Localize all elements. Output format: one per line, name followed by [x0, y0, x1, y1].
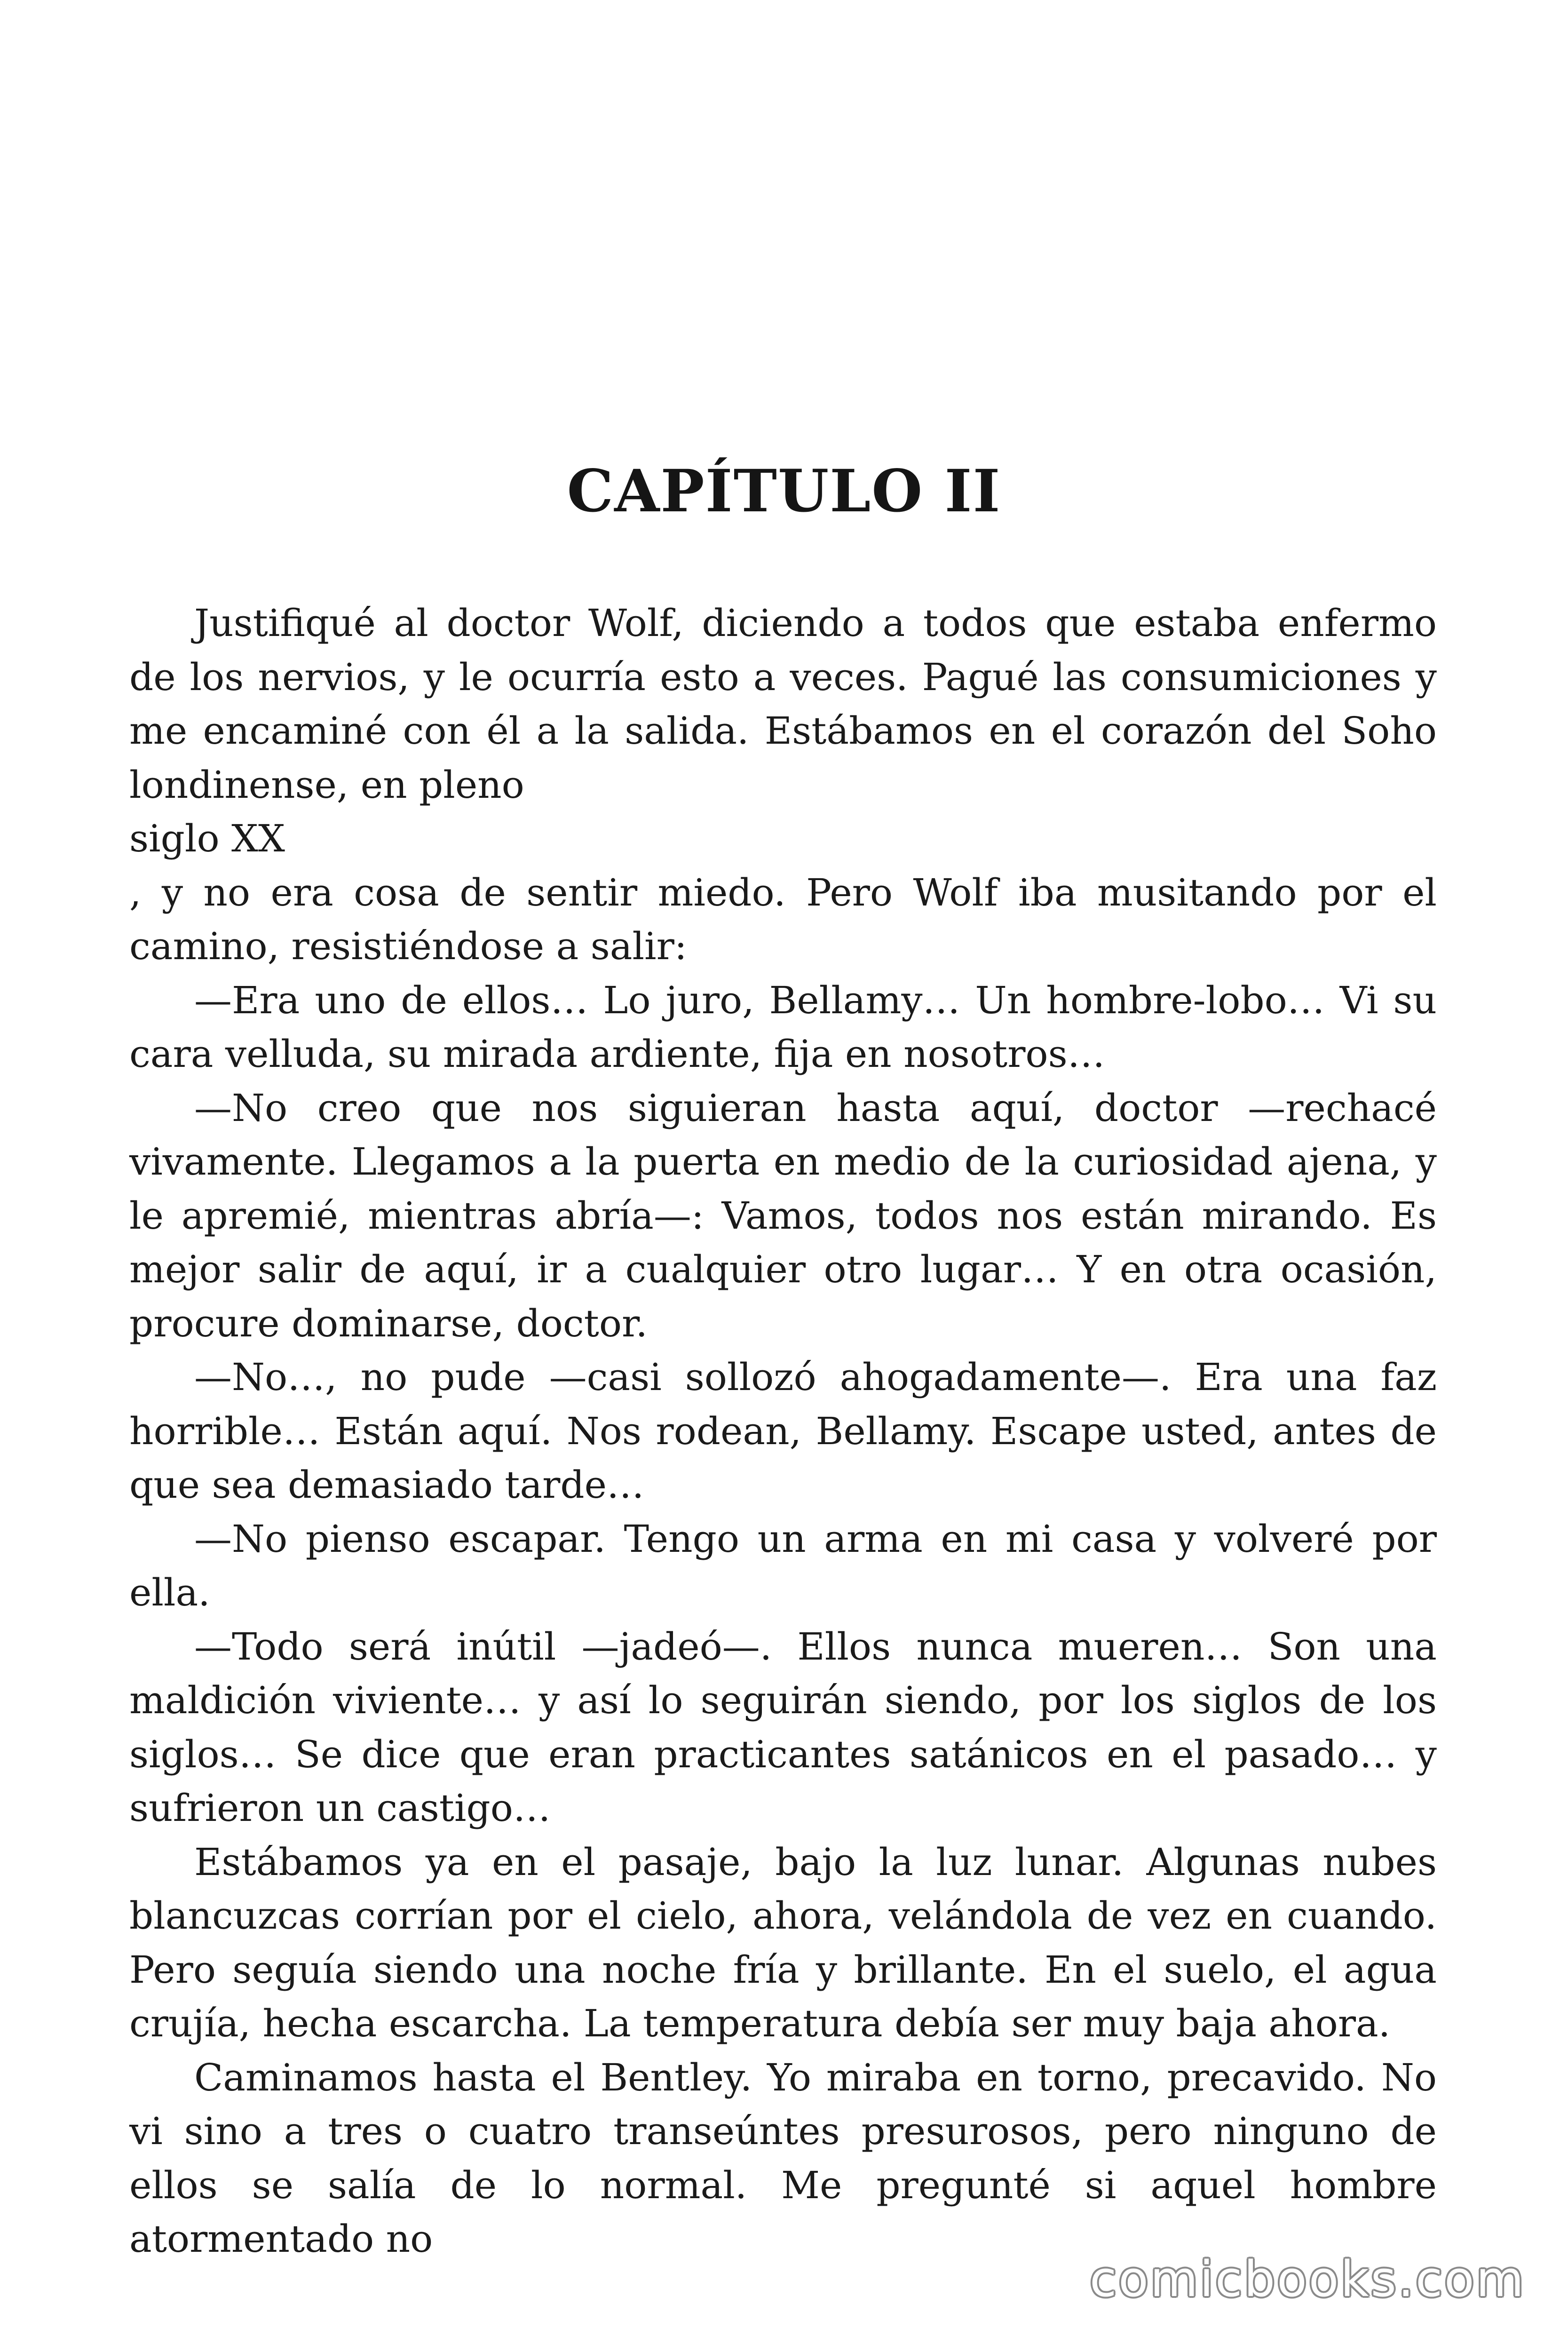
paragraph: Caminamos hasta el Bentley. Yo miraba en torno, precavido. No vi sino a tres o cuatro transeúntes presurosos, pero ninguno de ellos se salía de lo normal. Me pregunté si aquel hombre atormentado no: [129, 2055, 1437, 2261]
body-text: [129, 596, 1437, 2266]
paragraph: Justifiqué al doctor Wolf, diciendo a todos que estaba enfermo de los nervios, y le ocurría esto a veces. Pagué las consumiciones y me encaminé con él a la salida. Estábamos en el corazón del Soho londinense, en pleno: [129, 601, 1437, 807]
paragraph: —No pienso escapar. Tengo un arma en mi casa y volveré por ella.: [129, 1517, 1437, 1614]
paragraph-fragment: siglo XX: [129, 817, 285, 860]
paragraph-fragment: , y no era cosa de sentir miedo. Pero Wolf iba musitando por el camino, resistiéndose a salir:: [129, 870, 1437, 968]
paragraph: Estábamos ya en el pasaje, bajo la luz lunar. Algunas nubes blancuzcas corrían por el cielo, ahora, velándola de vez en cuando. Pero seguía siendo una noche fría y brillante. En el suelo, el agua crujía, hecha escarcha. La temperatura debía ser muy baja ahora.: [129, 1840, 1437, 2045]
paragraph: —No…, no pude —casi sollozó ahogadamente—. Era una faz horrible… Están aquí. Nos rodean, Bellamy. Escape usted, antes de que sea demasiado tarde…: [129, 1355, 1437, 1507]
paragraph: —Era uno de ellos… Lo juro, Bellamy… Un hombre-lobo… Vi su cara velluda, su mirada ardiente, fija en nosotros…: [129, 978, 1437, 1076]
paragraph: —No creo que nos siguieran hasta aquí, doctor —rechacé vivamente. Llegamos a la puerta en medio de la curiosidad ajena, y le apremié, mientras abría—: Vamos, todos nos están mirando. Es mejor salir de aquí, ir a cualquier otro lugar… Y en otra ocasión, procure dominarse, doctor.: [129, 1086, 1437, 1345]
chapter-title: CAPÍTULO II: [567, 457, 1001, 525]
paragraph: —Todo será inútil —jadeó—. Ellos nunca mueren… Son una maldición viviente… y así lo seguirán siendo, por los siglos de los siglos… Se dice que eran practicantes satánicos en el pasado… y sufrieron un castigo…: [129, 1624, 1437, 1830]
watermark-logo: comicbooks.com: [1089, 2250, 1526, 2308]
